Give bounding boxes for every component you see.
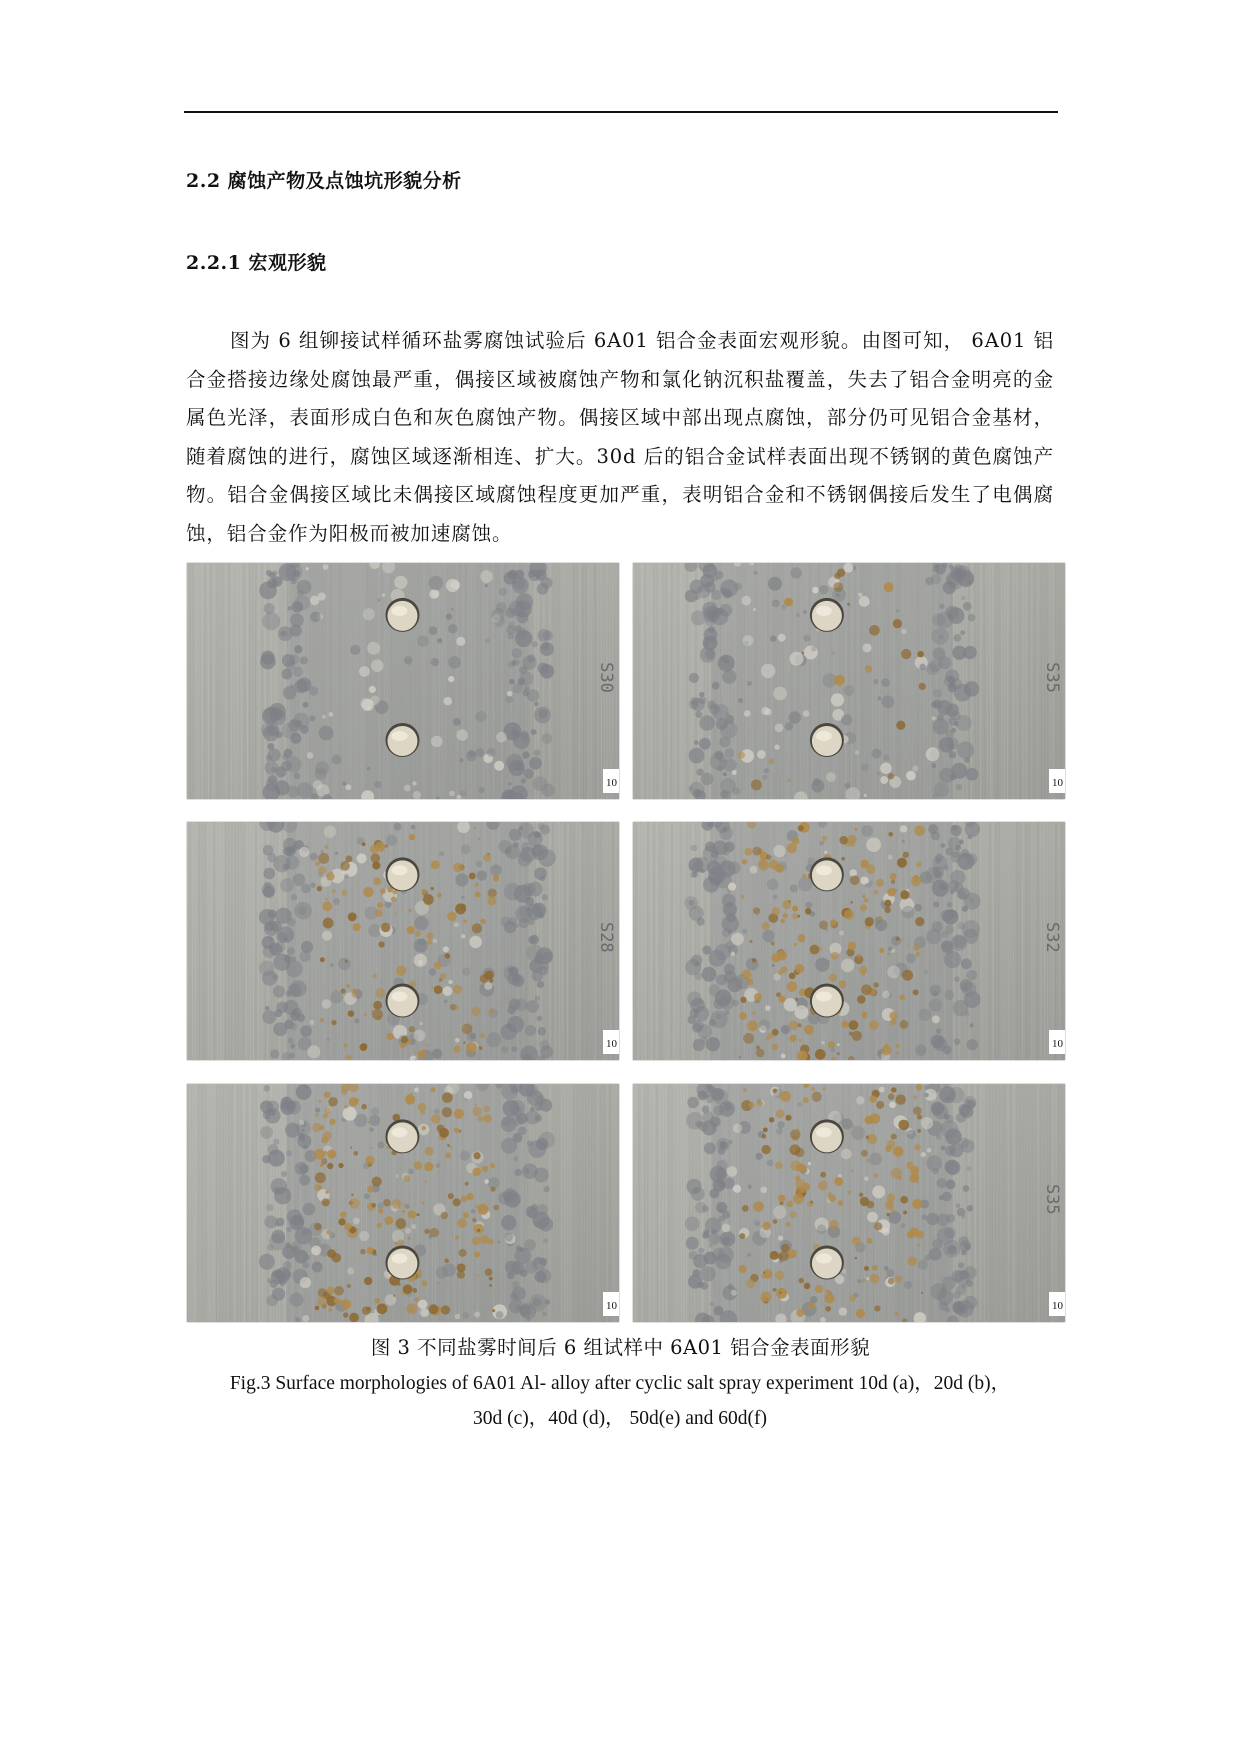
- scale-label: 10: [606, 1038, 617, 1050]
- specimen-stamp: S35: [1042, 662, 1062, 693]
- specimen-photo: [187, 822, 619, 1060]
- figure-panel-d: [633, 822, 1065, 1060]
- scale-label: 10: [1052, 1300, 1063, 1312]
- figure-caption-en-line1: Fig.3 Surface morphologies of 6A01 Al- alloy after cyclic salt spray experiment 10d (a)，20d (b)，: [229, 1373, 1011, 1394]
- figure-panel-a: [187, 563, 619, 799]
- figure-panel-c: [187, 822, 619, 1060]
- figure-caption-en: [186, 1366, 1054, 1436]
- figure-caption-en-line2: 30d (c)，40d (d)， 50d(e) and 60d(f): [472, 1408, 768, 1429]
- specimen-photo: [187, 1084, 619, 1322]
- specimen-stamp: S30: [596, 662, 616, 693]
- scale-label: 10: [606, 777, 617, 789]
- specimen-photo: [633, 822, 1065, 1060]
- specimen-photo: [633, 1084, 1065, 1322]
- subsection-heading: 2.2.1 宏观形貌: [186, 252, 327, 274]
- specimen-photo: [187, 563, 619, 799]
- specimen-stamp: S28: [596, 921, 616, 953]
- scale-label: 10: [1052, 777, 1063, 789]
- scale-label: 10: [1052, 1038, 1063, 1050]
- header-rule: [184, 111, 1058, 113]
- figure-panel-f: [633, 1084, 1065, 1322]
- scale-label: 10: [606, 1300, 617, 1312]
- specimen-stamp: S35: [1042, 1183, 1062, 1215]
- specimen-stamp: S32: [1042, 921, 1062, 953]
- body-paragraph: 图为 6 组铆接试样循环盐雾腐蚀试验后 6A01 铝合金表面宏观形貌。由图可知， 6A01 铝合金搭接边缘处腐蚀最严重，偶接区域被腐蚀产物和氯化钠沉积盐覆盖，失去了铝合金明亮的金属色光泽，表面形成白色和灰色腐蚀产物。偶接区域中部出现点腐蚀，部分仍可见铝合金基材，随着腐蚀的进行，腐蚀区域逐渐相连、扩大。30d 后的铝合金试样表面出现不锈钢的黄色腐蚀产物。铝合金偶接区域比未偶接区域腐蚀程度更加严重，表明铝合金和不锈钢偶接后发生了电偶腐蚀，铝合金作为阳极而被加速腐蚀。: [186, 329, 1054, 545]
- specimen-photo: [633, 563, 1065, 799]
- figure-caption-zh: 图 3 不同盐雾时间后 6 组试样中 6A01 铝合金表面形貌: [370, 1336, 871, 1359]
- section-heading: 2.2 腐蚀产物及点蚀坑形貌分析: [186, 170, 462, 192]
- figure-panel-e: [187, 1084, 619, 1322]
- figure-panel-b: [633, 563, 1065, 799]
